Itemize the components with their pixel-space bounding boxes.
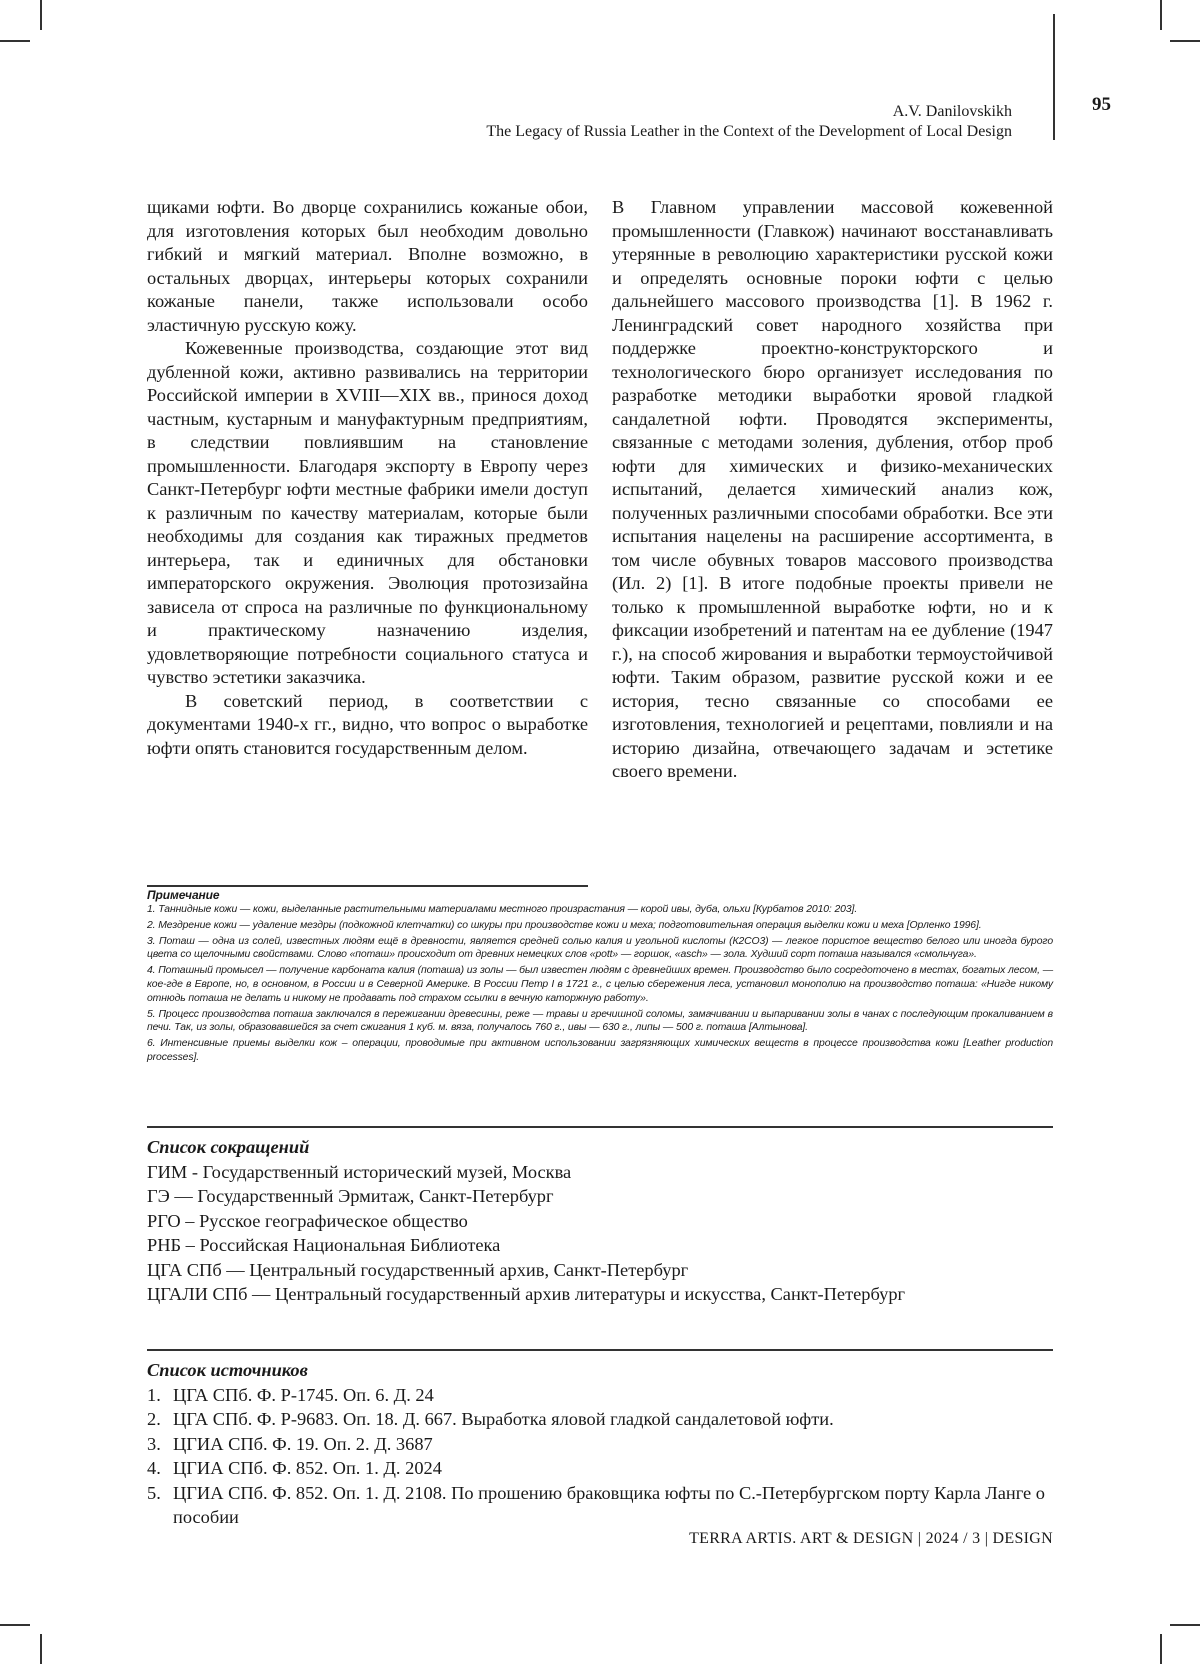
note-item: 2. Мездрение кожи — удаление мездры (подкожной клетчатки) со шкуры при производстве кожи и меха; подготовительная операция выделки кожи и меха [Орленко 1996]. — [147, 919, 982, 931]
source-number: 2. — [147, 1409, 161, 1429]
abbreviation-item: РГО – Русское географическое общество — [147, 1210, 468, 1231]
abbreviations-section — [147, 1135, 1053, 1307]
abbreviation-item: РНБ – Российская Национальная Библиотека — [147, 1235, 501, 1255]
notes-title: Примечание — [147, 888, 220, 902]
source-item — [147, 1407, 1053, 1432]
source-number: 4. — [147, 1458, 161, 1478]
source-text: ЦГИА СПб. Ф. 852. Оп. 1. Д. 2024 — [173, 1458, 442, 1478]
source-text: ЦГА СПб. Ф. Р-1745. Оп. 6. Д. 24 — [173, 1384, 434, 1405]
note-item: 5. Процесс производства поташа заключался в пережигании древесины, реже — травы и гречишной соломы, замачивании и выпаривании золы в чанах с последующим прокаливанием в печи. Так, из золы, образовавшейся за счет сжигания 1 куб. м. вяза, получалось 760 г., ивы — 630 г., липы — 500 г. поташа [Алтынова]. — [147, 1008, 1053, 1034]
crop-mark — [1170, 40, 1200, 42]
note-item: 4. Поташный промысел — получение карбоната калия (поташа) из золы — был известен людям с древнейших времен. Производство было сосредоточено в местах, богатых лесом, — кое-где в Европе, но, в основном, в России и в Северной Америке. В России Петр I в 1721 г., с целью сбережения леса, установил монополию на производство поташа: «Нигде никому отнюдь поташа не делать и никому не продавать под страхом ссылки в вечную каторжную работу». — [147, 965, 1053, 1004]
abbreviation-item: ГИМ - Государственный исторический музей, Москва — [147, 1161, 572, 1182]
source-number: 5. — [147, 1482, 161, 1503]
notes-divider — [147, 885, 588, 887]
abbreviations-divider — [147, 1126, 1053, 1128]
header-divider — [1053, 14, 1055, 140]
crop-mark — [1160, 1634, 1162, 1664]
sources-title: Список источников — [147, 1360, 308, 1380]
journal-footer: TERRA ARTIS. ART & DESIGN | 2024 / 3 | DESIGN — [689, 1530, 1053, 1547]
page-number: 95 — [1092, 94, 1111, 115]
header-article-title: The Legacy of Russia Leather in the Context of the Development of Local Design — [486, 123, 1012, 140]
crop-mark — [1170, 1624, 1200, 1626]
crop-mark — [0, 40, 30, 42]
abbreviation-item: ЦГАЛИ СПб — Центральный государственный архив литературы и искусства, Санкт-Петербург — [147, 1284, 906, 1304]
source-text: ЦГА СПб. Ф. Р-9683. Оп. 18. Д. 667. Выработка яловой гладкой сандалетовой юфти. — [173, 1409, 834, 1429]
source-text: ЦГИА СПб. Ф. 852. Оп. 1. Д. 2108. По прошению браковщика юфты по С.-Петербургском порту Карла Ланге о пособии — [173, 1482, 1045, 1527]
sources-divider — [147, 1349, 1053, 1351]
source-number: 1. — [147, 1384, 161, 1405]
note-item: 6. Интенсивные приемы выделки кож – операции, проводимые при активном использовании загрязняющих химических веществ в процессе производства кожи [Leather production processes]. — [147, 1038, 1053, 1063]
body-paragraph: В Главном управлении массовой кожевенной промышленности (Главкож) начинают восстанавливать утерянные в революцию характеристики русской кожи и определять основные пороки юфти с целью дальнейшего массового производства [1]. В 1962 г. Ленинградский совет народного хозяйства при поддержке проектно-конструкторского и технологического бюро организует исследования по разработке методики выработки яровой гладкой сандалетной юфти. Проводятся эксперименты, связанные с методами золения, дубления, отбор проб юфти для химических и физико-механических испытаний, делается химический анализ кож, полученных различными способами обработки. Все эти испытания нацелены на расширение ассортимента, в том числе обувных товаров массового производства (Ил. 2) [1]. В итоге подобные проекты привели не только к промышленной выработке юфти, но и к фиксации изобретений и патентам на ее дубление (1947 г.), на способ жирования и выработки термоустойчивой юфти. Таким образом, развитие русской кожи и ее история, тесно связанные со способами ее изготовления, технологией и рецептами, повлияли и на историю дизайна, отвечающего задачам и эстетике своего времени. — [612, 197, 1053, 781]
note-item: 3. Поташ — одна из солей, известных людям ещё в древности, является средней солью калия и угольной кислоты (К2СО3) — легкое пористое вещество белого или иногда бурого цвета со щелочными свойствами. Слово «поташ» происходит от древних немецких слов «pott» — горшок, «asch» — зола. Худший сорт поташа назывался «смольчуга». — [147, 935, 1053, 961]
crop-mark — [0, 1624, 30, 1626]
body-paragraph: щиками юфти. Во дворце сохранились кожаные обои, для изготовления которых был необходим довольно гибкий и мягкий материал. Вполне возможно, в остальных дворцах, интерьеры которых сохранили кожаные панели, также использовали особо эластичную русскую кожу. — [147, 197, 588, 335]
abbreviations-title: Список сокращений — [147, 1137, 310, 1157]
note-item: 1. Таннидные кожи — кожи, выделанные растительными материалами местного произрастания — корой ивы, дуба, ольхи [Курбатов 2010: 203]. — [147, 904, 858, 915]
source-item — [147, 1456, 1053, 1481]
source-text: ЦГИА СПб. Ф. 19. Оп. 2. Д. 3687 — [173, 1433, 433, 1454]
source-item — [147, 1383, 1053, 1408]
crop-mark — [40, 1634, 42, 1664]
source-number: 3. — [147, 1433, 161, 1454]
running-header — [486, 102, 1012, 142]
sources-section — [147, 1358, 1053, 1530]
header-author: A.V. Danilovskikh — [892, 103, 1012, 120]
crop-mark — [40, 0, 42, 30]
source-item — [147, 1481, 1053, 1530]
abbreviation-item: ЦГА СПб — Центральный государственный архив, Санкт-Петербург — [147, 1259, 689, 1280]
abbreviation-item: ГЭ — Государственный Эрмитаж, Санкт-Петербург — [147, 1186, 554, 1206]
notes-section — [147, 888, 1053, 1067]
body-left-column — [147, 196, 588, 760]
body-right-column — [612, 196, 1053, 784]
crop-mark — [1160, 0, 1162, 30]
body-paragraph: В советский период, в соответствии с документами 1940-х гг., видно, что вопрос о выработке юфти опять становится государственным делом. — [147, 690, 588, 758]
body-paragraph: Кожевенные производства, создающие этот вид дубленной кожи, активно развивались на территории Российской империи в XVIII—XIX вв., принося доход частным, кустарным и мануфактурным предприятиям, в следствии повлиявшим на становление промышленности. Благодаря экспорту в Европу через Санкт-Петербург юфти местные фабрики имели доступ к различным по качеству материалам, которые были необходимы для создания как тиражных предметов интерьера, так и единичных для обстановки императорского окружения. Эволюция протозизайна зависела от спроса на различные по функциональному и практическому назначению изделия, удовлетворяющие потребности социального статуса и чувство эстетики заказчика. — [147, 338, 588, 687]
source-item — [147, 1432, 1053, 1457]
